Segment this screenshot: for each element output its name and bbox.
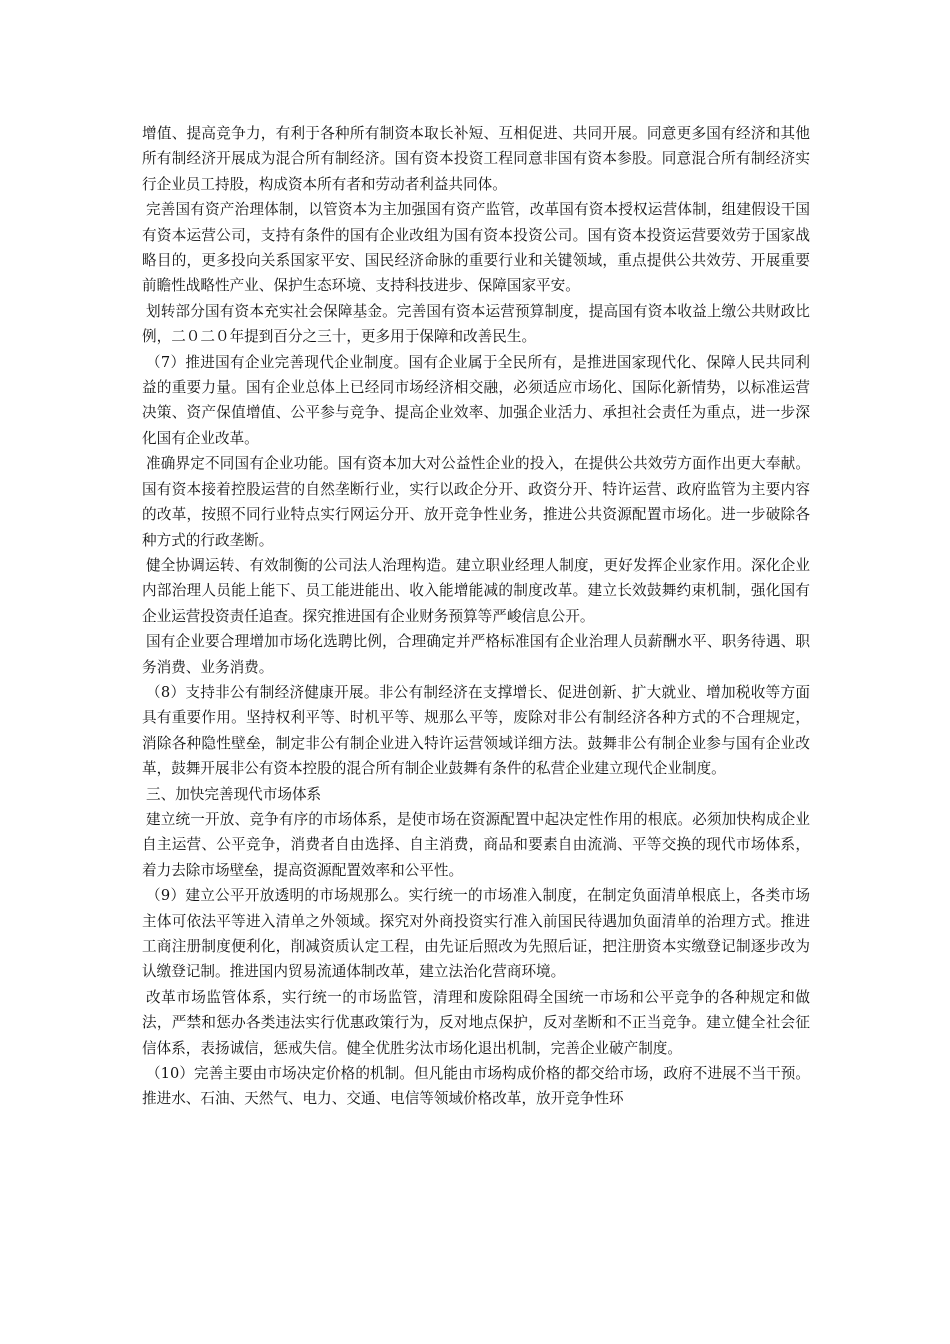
paragraph: 改革市场监管体系，实行统一的市场监管，清理和废除阻碍全国统一市场和公平竞争的各种规定和做法，严禁和惩办各类违法实行优惠政策行为，反对地点保护，反对垄断和不正当竞争。建立健全社会征信体系，表扬诚信，惩戒失信。健全优胜劣汰市场化退出机制，完善企业破产制度。 [142, 988, 810, 1057]
paragraph: 划转部分国有资本充实社会保障基金。完善国有资本运营预算制度，提高国有资本收益上缴公共财政比例，二０二０年提到百分之三十，更多用于保障和改善民生。 [142, 302, 810, 346]
paragraph: （8）支持非公有制经济健康开展。非公有制经济在支撑增长、促进创新、扩大就业、增加税收等方面具有重要作用。坚持权利平等、时机平等、规那么平等，废除对非公有制经济各种方式的不合理规定，消除各种隐性壁垒，制定非公有制企业进入特许运营领域详细方法。鼓舞非公有制企业参与国有企业改革，鼓舞开展非公有资本控股的混合所有制企业鼓舞有条件的私营企业建立现代企业制度。 [142, 683, 810, 778]
paragraph: 建立统一开放、竞争有序的市场体系，是使市场在资源配置中起决定性作用的根底。必须加快构成企业自主运营、公平竞争，消费者自由选择、自主消费，商品和要素自由流淌、平等交换的现代市场体系，着力去除市场壁垒，提高资源配置效率和公平性。 [142, 810, 810, 879]
paragraph: 增值、提高竞争力，有利于各种所有制资本取长补短、互相促进、共同开展。同意更多国有经济和其他所有制经济开展成为混合所有制经济。国有资本投资工程同意非国有资本参股。同意混合所有制经济实行企业员工持股，构成资本所有者和劳动者利益共同体。 [142, 125, 810, 193]
paragraph: （7）推进国有企业完善现代企业制度。国有企业属于全民所有，是推进国家现代化、保障人民共同利益的重要力量。国有企业总体上已经同市场经济相交融，必须适应市场化、国际化新情势，以标准运营决策、资产保值增值、公平参与竞争、提高企业效率、加强企业活力、承担社会责任为重点，进一步深化国有企业改革。 [142, 353, 810, 447]
paragraph: 准确界定不同国有企业功能。国有资本加大对公益性企业的投入，在提供公共效劳方面作出更大奉献。国有资本接着控股运营的自然垄断行业，实行以政企分开、政资分开、特许运营、政府监管为主要内容的改革，按照不同行业特点实行网运分开、放开竞争性业务，推进公共资源配置市场化。进一步破除各种方式的行政垄断。 [142, 455, 810, 549]
paragraph: （10）完善主要由市场决定价格的机制。但凡能由市场构成价格的都交给市场，政府不进展不当干预。推进水、石油、天然气、电力、交通、电信等领域价格改革，放开竞争性环 [142, 1065, 810, 1108]
paragraph: 完善国有资产治理体制，以管资本为主加强国有资产监管，改革国有资本授权运营体制，组建假设干国有资本运营公司，支持有条件的国有企业改组为国有资本投资公司。国有资本投资运营要效劳于国家战略目的，更多投向关系国家平安、国民经济命脉的重要行业和关键领域，重点提供公共效劳、开展重要前瞻性战略性产业、保护生态环境、支持科技进步、保障国家平安。 [142, 201, 810, 295]
section-heading: 三、加快完善现代市场体系 [146, 785, 322, 803]
paragraph: （9）建立公平开放透明的市场规那么。实行统一的市场准入制度，在制定负面清单根底上，各类市场主体可依法平等进入清单之外领域。探究对外商投资实行准入前国民待遇加负面清单的治理方式。推进工商注册制度便利化，削减资质认定工程，由先证后照改为先照后证，把注册资本实缴登记制逐步改为认缴登记制。推进国内贸易流通体制改革，建立法治化营商环境。 [142, 887, 810, 981]
paragraph: 国有企业要合理增加市场化选聘比例，合理确定并严格标准国有企业治理人员薪酬水平、职务待遇、职务消费、业务消费。 [142, 633, 810, 676]
document-page [142, 121, 810, 1112]
paragraph: 健全协调运转、有效制衡的公司法人治理构造。建立职业经理人制度，更好发挥企业家作用。深化企业内部治理人员能上能下、员工能进能出、收入能增能减的制度改革。建立长效鼓舞约束机制，强化国有企业运营投资责任追查。探究推进国有企业财务预算等严峻信息公开。 [142, 556, 810, 625]
